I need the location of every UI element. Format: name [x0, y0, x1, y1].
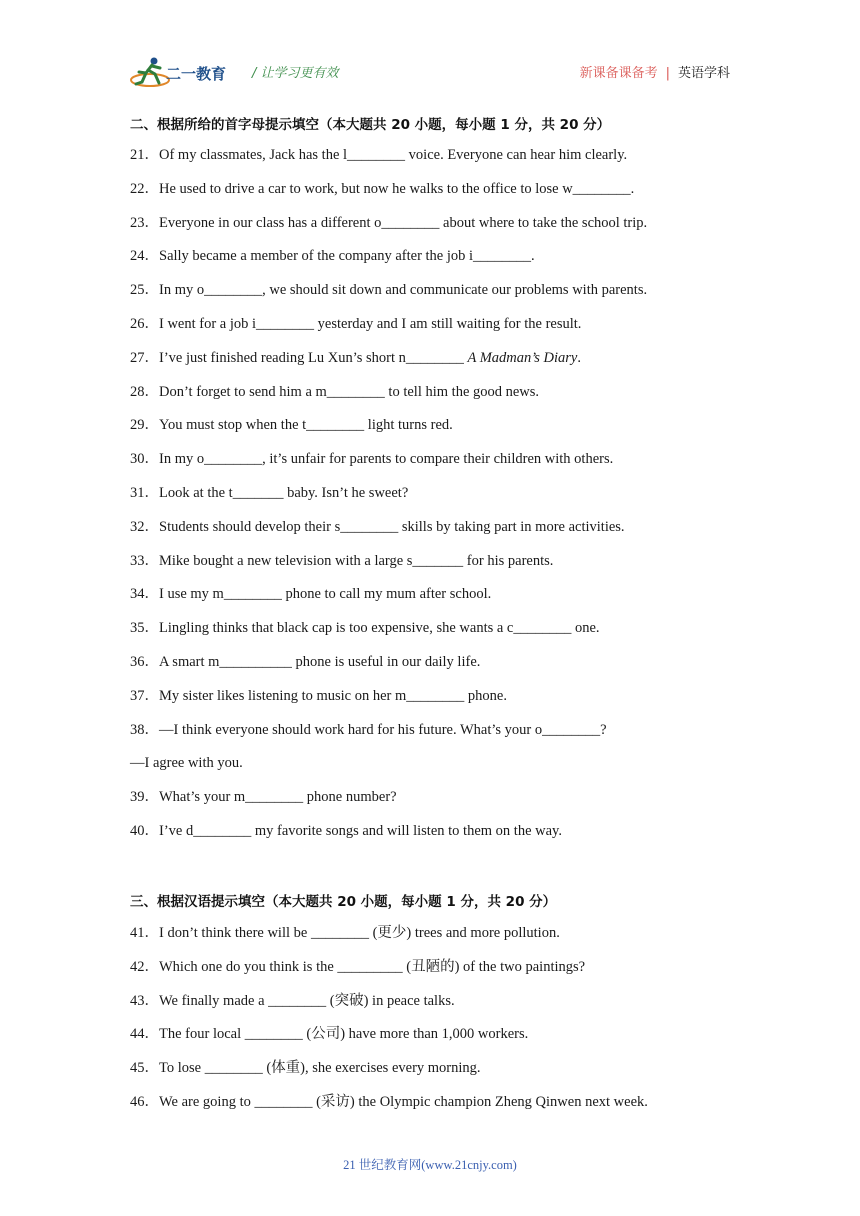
- question-number: 44．: [130, 1026, 159, 1043]
- page-header: [130, 56, 730, 96]
- question-number: 41．: [130, 925, 159, 941]
- question-text: Which one do you think is the _________ (丑陋的) of the two paintings?: [159, 958, 586, 975]
- question-item: [130, 484, 408, 502]
- header-course-label: 新课备课备考: [579, 66, 658, 81]
- question-text: I don’t think there will be ________ (更少) trees and more pollution.: [159, 925, 560, 941]
- question-item: [130, 349, 581, 367]
- question-item: [130, 992, 455, 1010]
- question-item: [130, 281, 647, 299]
- question-item: [130, 315, 581, 333]
- question-item: [130, 180, 634, 198]
- question-number: 28．: [130, 383, 159, 400]
- section-2-title: 二、根据所给的首字母提示填空（本大题共 20 小题，每小题 1 分，共 20 分）: [130, 117, 611, 133]
- question-text: We are going to ________ (采访) the Olympic champion Zheng Qinwen next week.: [159, 1094, 648, 1110]
- question-text: Of my classmates, Jack has the l________ voice. Everyone can hear him clearly.: [159, 147, 628, 163]
- question-number: 46．: [130, 1094, 159, 1110]
- slogan: / 让学习更有效: [252, 66, 339, 81]
- question-item: [130, 518, 625, 536]
- section-3-title: 三、根据汉语提示填空（本大题共 20 小题，每小题 1 分，共 20 分）: [130, 894, 557, 910]
- question-number: 29．: [130, 417, 159, 434]
- question-text: My sister likes listening to music on her m________ phone.: [159, 687, 507, 704]
- question-item: [130, 585, 491, 603]
- question-text: To lose ________ (体重), she exercises every morning.: [159, 1060, 481, 1077]
- question-item: [130, 1059, 481, 1077]
- question-item: [130, 146, 627, 164]
- question-number: 36．: [130, 654, 159, 670]
- page-footer: 21 世纪教育网(www.21cnjy.com): [343, 1158, 517, 1172]
- question-number: 25．: [130, 282, 159, 299]
- header-subject: 英语学科: [677, 66, 730, 81]
- question-text: What’s your m________ phone number?: [159, 789, 397, 806]
- question-item: [130, 450, 613, 468]
- question-text: He used to drive a car to work, but now he walks to the office to lose w________.: [159, 180, 635, 197]
- question-item: [130, 958, 585, 976]
- question-number: 45．: [130, 1060, 159, 1077]
- question-text: A smart m__________ phone is useful in our daily life.: [159, 654, 481, 670]
- question-text: —I think everyone should work hard for his future. What’s your o________?: [159, 721, 607, 738]
- logo-text: 二一教育: [166, 65, 227, 83]
- question-number: 24．: [130, 248, 159, 265]
- question-item: [130, 383, 539, 401]
- question-item: [130, 552, 553, 570]
- question-number: 26．: [130, 316, 159, 332]
- question-text: Look at the t_______ baby. Isn’t he sweet?: [159, 485, 409, 501]
- question-item: [130, 1025, 528, 1043]
- question-number: 40．: [130, 823, 159, 839]
- question-item: [130, 754, 243, 772]
- question-text: I’ve d________ my favorite songs and will listen to them on the way.: [159, 823, 562, 839]
- question-number: 23．: [130, 214, 159, 231]
- question-text: I’ve just finished reading Lu Xun’s short n________: [159, 349, 468, 366]
- question-item: [130, 247, 535, 265]
- question-text: I went for a job i________ yesterday and I am still waiting for the result.: [159, 316, 582, 332]
- question-item: [130, 619, 600, 637]
- question-text: In my o________, we should sit down and communicate our problems with parents.: [159, 282, 648, 299]
- question-number: 35．: [130, 620, 159, 637]
- question-item: [130, 687, 507, 705]
- question-text: In my o________, it’s unfair for parents to compare their children with others.: [159, 451, 614, 468]
- question-item: [130, 653, 480, 671]
- question-number: 22．: [130, 180, 159, 197]
- question-item: [130, 788, 397, 806]
- question-number: 37．: [130, 687, 159, 704]
- question-item: [130, 416, 453, 434]
- question-item: [130, 721, 607, 739]
- question-number: 34．: [130, 586, 159, 603]
- question-number: 33．: [130, 552, 159, 569]
- question-text: You must stop when the t________ light turns red.: [159, 417, 453, 434]
- question-number: 21．: [130, 147, 159, 163]
- question-text: Lingling thinks that black cap is too expensive, she wants a c________ one.: [159, 620, 600, 637]
- question-number: 39．: [130, 789, 159, 806]
- question-tail: .: [577, 349, 581, 366]
- question-text: Mike bought a new television with a large s_______ for his parents.: [159, 552, 554, 569]
- question-italic-title: A Madman’s Diary: [467, 349, 578, 366]
- question-number: 32．: [130, 518, 159, 535]
- question-text: —I agree with you.: [130, 755, 243, 772]
- header-separator: |: [665, 66, 670, 81]
- question-number: 42．: [130, 958, 159, 975]
- question-number: 31．: [130, 485, 159, 501]
- question-text: The four local ________ (公司) have more than 1,000 workers.: [159, 1026, 529, 1043]
- question-text: Everyone in our class has a different o________ about where to take the school trip.: [159, 214, 648, 231]
- question-text: Don’t forget to send him a m________ to tell him the good news.: [159, 383, 540, 400]
- question-text: Sally became a member of the company after the job i________.: [159, 248, 535, 265]
- question-text: Students should develop their s________ skills by taking part in more activities.: [159, 518, 625, 535]
- question-item: [130, 924, 560, 942]
- question-number: 27．: [130, 349, 159, 366]
- question-number: 43．: [130, 992, 159, 1009]
- question-text: I use my m________ phone to call my mum after school.: [159, 586, 492, 603]
- question-number: 30．: [130, 451, 159, 468]
- question-item: [130, 822, 562, 840]
- header-right: [580, 62, 730, 81]
- question-item: [130, 214, 647, 232]
- question-item: [130, 1093, 648, 1111]
- question-number: 38．: [130, 721, 159, 738]
- question-text: We finally made a ________ (突破) in peace talks.: [159, 992, 455, 1009]
